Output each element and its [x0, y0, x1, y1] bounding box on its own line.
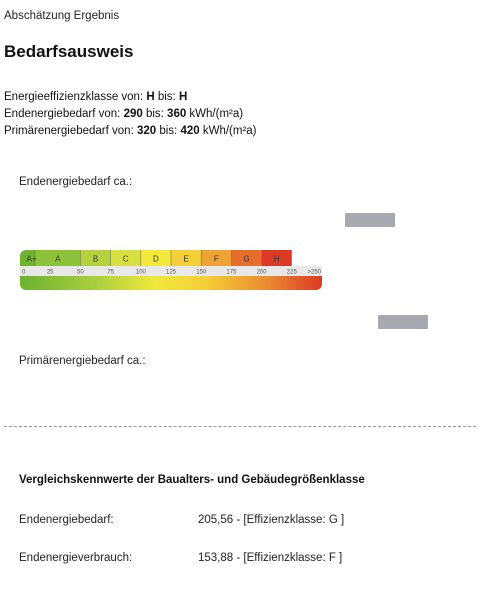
tick-label: 75 — [107, 269, 114, 276]
class-label: F — [213, 254, 219, 264]
tick-label: 25 — [46, 269, 54, 276]
tick-label: 175 — [226, 269, 237, 276]
class-label: E — [183, 254, 189, 264]
tick-label: 0 — [22, 269, 26, 276]
end-energy-marker-redacted — [345, 213, 395, 227]
primary-energy-marker-redacted — [378, 315, 428, 329]
end-energy-label: Endenergiebedarf ca.: — [19, 176, 133, 188]
summary-block — [4, 89, 257, 140]
class-label: A — [55, 254, 61, 264]
class-label: A+ — [26, 254, 37, 264]
class-label: G — [243, 254, 250, 264]
end-consumption-label: Endenergieverbrauch: — [19, 552, 133, 564]
primary-energy-range-line: Primärenergiebedarf von: 320 bis: 420 kWh/(m²a) — [4, 125, 257, 137]
tick-label: 200 — [256, 269, 267, 276]
end-consumption-value: 153,88 - [Effizienzklasse: F ] — [198, 552, 343, 564]
tick-label: >250 — [307, 269, 321, 276]
end-demand-label: Endenergiebedarf: — [19, 514, 114, 526]
class-label: B — [92, 254, 99, 264]
tick-label: 50 — [77, 269, 84, 276]
class-label: H — [273, 254, 280, 264]
efficiency-class-line: Energieeffizienzklasse von: H bis: H — [4, 91, 188, 103]
primary-energy-label: Primärenergiebedarf ca.: — [19, 355, 146, 367]
tick-label: 125 — [165, 269, 177, 276]
tick-label: 150 — [196, 269, 207, 276]
energy-efficiency-scale — [20, 250, 322, 290]
tick-label: 100 — [135, 269, 146, 276]
end-demand-value: 205,56 - [Effizienzklasse: G ] — [198, 514, 345, 526]
class-label: C — [122, 254, 129, 264]
section-divider — [4, 426, 476, 427]
comparison-title: Vergleichskennwerte der Baualters- und Gebäudegrößenklasse — [19, 474, 365, 486]
tick-label: 225 — [286, 269, 297, 276]
end-energy-range-line: Endenergiebedarf von: 290 bis: 360 kWh/(m²a) — [4, 108, 244, 120]
page-title: Bedarfsausweis — [4, 42, 134, 61]
breadcrumb: Abschätzung Ergebnis — [4, 10, 120, 22]
class-label: D — [153, 254, 159, 264]
